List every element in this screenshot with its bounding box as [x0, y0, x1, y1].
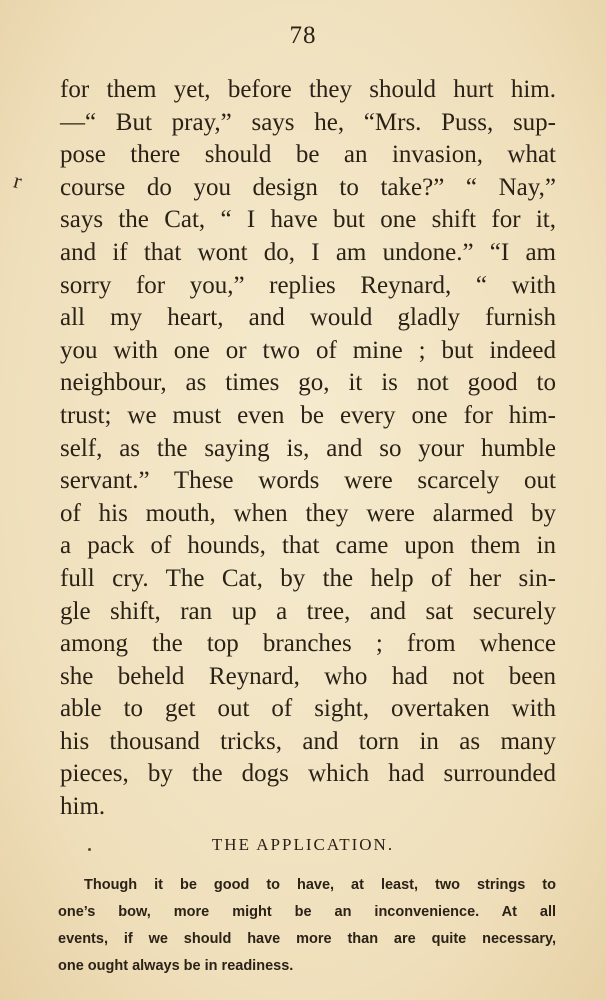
- text-line: course do you design to take?” “ Nay,”: [60, 173, 556, 201]
- text-line: gle shift, ran up a tree, and sat securely: [60, 597, 556, 625]
- text-line: neighbour, as times go, it is not good to: [60, 369, 556, 397]
- text-line: pose there should be an invasion, what: [60, 141, 556, 169]
- text-line: him.: [60, 793, 106, 821]
- text-line: for them yet, before they should hurt him.: [60, 76, 556, 103]
- text-line: you with one or two of mine ; but indeed: [60, 336, 556, 364]
- text-line: says the Cat, “ I have but one shift for it,: [60, 206, 556, 234]
- application-line: one’s bow, more might be an inconvenience. At all: [58, 904, 556, 920]
- text-line: of his mouth, when they were alarmed by: [60, 499, 556, 527]
- text-line: all my heart, and would gladly furnish: [60, 304, 556, 332]
- application-line: Though it be good to have, at least, two strings to: [84, 877, 556, 893]
- application-line: one ought always be in readiness.: [58, 958, 294, 974]
- application-line: events, if we should have more than are quite necessary,: [58, 931, 556, 947]
- text-line: self, as the saying is, and so your humble: [60, 434, 556, 462]
- text-line: sorry for you,” replies Reynard, “ with: [60, 271, 556, 299]
- page-number: 78: [289, 22, 317, 49]
- text-line: able to get out of sight, overtaken with: [60, 695, 556, 723]
- text-line: his thousand tricks, and torn in as many: [60, 727, 556, 755]
- section-heading: THE APPLICATION.: [211, 835, 395, 854]
- application-text: [58, 872, 556, 980]
- text-line: a pack of hounds, that came upon them in: [60, 532, 556, 560]
- text-line: full cry. The Cat, by the help of her sin-: [60, 564, 556, 592]
- text-line: and if that wont do, I am undone.” “I am: [60, 238, 556, 266]
- text-line: servant.” These words were scarcely out: [60, 467, 556, 495]
- text-line: among the top branches ; from whence: [60, 630, 556, 658]
- margin-mark: r: [11, 167, 25, 194]
- text-line: she beheld Reynard, who had not been: [60, 662, 556, 690]
- text-line: —“ But pray,” says he, “Mrs. Puss, sup-: [60, 108, 556, 136]
- text-line: pieces, by the dogs which had surrounded: [60, 760, 556, 788]
- text-line: trust; we must even be every one for him-: [60, 401, 556, 429]
- body-text: [60, 74, 556, 824]
